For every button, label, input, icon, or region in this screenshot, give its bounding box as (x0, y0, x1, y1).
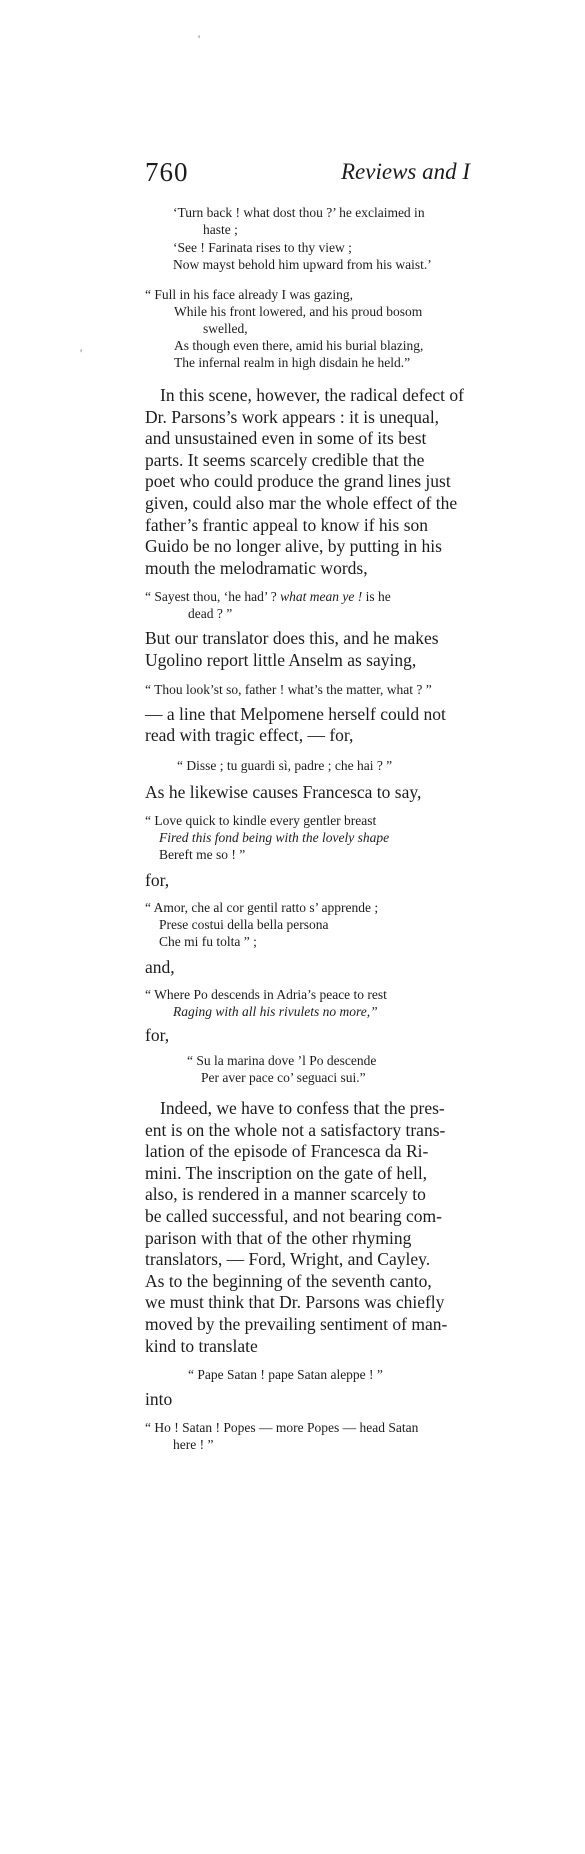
text-line: Dr. Parsons’s work appears : it is unequal, (145, 406, 440, 427)
text-line: read with tragic effect, — for, (145, 725, 354, 746)
verse-line: Per aver pace co’ seguaci sui.” (201, 1070, 366, 1086)
verse-line: Raging with all his rivulets no more,” (173, 1003, 378, 1019)
verse-line: haste ; (203, 222, 238, 237)
verse-line: “ Amor, che al cor gentil ratto s’ apprende ; (145, 899, 379, 915)
verse-line: “ Ho ! Satan ! Popes — more Popes — head Satan (145, 1419, 419, 1435)
text-line: mini. The inscription on the gate of hell, (145, 1162, 428, 1183)
verse-line: “ Love quick to kindle every gentler breast (145, 813, 377, 829)
verse-quote (145, 1419, 585, 1453)
stray-mark: ' (198, 32, 201, 46)
verse-line: Fired this fond being with the lovely shape (159, 830, 390, 846)
verse-line: “ Su la marina dove ’l Po descende (187, 1053, 377, 1069)
body-paragraph (145, 385, 585, 579)
verse-quote (145, 812, 585, 863)
body-paragraph (145, 1098, 585, 1357)
stray-mark: ' (80, 346, 83, 360)
text-line: parts. It seems scarcely credible that the (145, 449, 425, 470)
text-line: we must think that Dr. Parsons was chiefly (145, 1292, 445, 1313)
verse-line: The infernal realm in high disdain he held.” (174, 355, 411, 370)
body-paragraph (145, 1025, 585, 1047)
body-paragraph (145, 870, 585, 892)
verse-quote (145, 588, 585, 622)
verse-line: dead ? ” (188, 606, 233, 622)
text-line: moved by the prevailing sentiment of man- (145, 1314, 448, 1335)
verse-quote (145, 899, 585, 950)
text-line: poet who could produce the grand lines just (145, 471, 451, 492)
text-line: Indeed, we have to confess that the pres- (160, 1098, 445, 1119)
verse-quote (173, 204, 585, 273)
quote-text: is he (362, 589, 391, 605)
verse-line: ‘Turn back ! what dost thou ?’ he exclaimed in (173, 205, 425, 220)
page-header (145, 157, 585, 188)
verse-line: Now mayst behold him upward from his waist.’ (173, 257, 432, 272)
text-line: lation of the episode of Francesca da Ri- (145, 1141, 429, 1162)
text-line: also, is rendered in a manner scarcely to (145, 1184, 426, 1205)
verse-line: While his front lowered, and his proud bosom (174, 304, 423, 319)
verse-line: “ Full in his face already I was gazing, (145, 287, 354, 302)
text-line: for, (145, 870, 170, 891)
page-body (145, 204, 585, 1453)
verse-line: As though even there, amid his burial blazing, (174, 338, 424, 353)
body-paragraph (145, 704, 585, 747)
text-line: As he likewise causes Francesca to say, (145, 781, 422, 802)
verse-line: “ Thou look’st so, father ! what’s the matter, what ? ” (145, 681, 432, 697)
text-line: In this scene, however, the radical defect of (160, 385, 464, 405)
verse-line: here ! ” (173, 1436, 214, 1452)
body-paragraph (145, 1389, 585, 1411)
body-paragraph (145, 957, 585, 979)
text-line: into (145, 1389, 173, 1410)
verse-quote (145, 681, 585, 698)
verse-line: “ Pape Satan ! pape Satan aleppe ! ” (188, 1367, 383, 1383)
verse-line: Che mi fu tolta ” ; (159, 933, 257, 949)
verse-line: “ Disse ; tu guardi sì, padre ; che hai ? ” (177, 757, 393, 773)
text-line: mouth the melodramatic words, (145, 557, 368, 578)
text-line: But our translator does this, and he makes (145, 628, 439, 649)
verse-quote (145, 757, 585, 774)
text-line: be called successful, and not bearing com- (145, 1206, 442, 1227)
verse-line: Bereft me so ! ” (159, 847, 246, 863)
text-line: and unsustained even in some of its best (145, 428, 427, 449)
text-line: and, (145, 956, 175, 977)
text-line: Guido be no longer alive, by putting in his (145, 536, 442, 557)
verse-line: Prese costui della bella persona (159, 916, 329, 932)
text-line: — a line that Melpomene herself could not (145, 703, 446, 724)
text-line: for, (145, 1024, 170, 1045)
quote-emphasis: what mean ye ! (280, 589, 363, 605)
text-line: given, could also mar the whole effect of the (145, 492, 458, 513)
quote-text: “ Sayest thou, ‘he had’ ? (145, 589, 281, 605)
text-line: As to the beginning of the seventh canto, (145, 1270, 432, 1291)
text-line: kind to translate (145, 1335, 258, 1356)
running-title: Reviews and I (341, 159, 471, 184)
body-paragraph (145, 628, 585, 671)
verse-quote (145, 986, 585, 1020)
text-line: Ugolino report little Anselm as saying, (145, 649, 417, 670)
body-paragraph (145, 782, 585, 804)
verse-line: ‘See ! Farinata rises to thy view ; (173, 240, 352, 255)
verse-quote (187, 1052, 585, 1086)
text-line: ent is on the whole not a satisfactory trans- (145, 1119, 446, 1140)
verse-quote (145, 286, 585, 371)
text-line: father’s frantic appeal to know if his son (145, 514, 428, 535)
page-number: 760 (145, 157, 189, 187)
verse-quote (145, 1366, 585, 1383)
verse-line (145, 588, 585, 605)
text-line: parison with that of the other rhyming (145, 1227, 412, 1248)
text-line: translators, — Ford, Wright, and Cayley. (145, 1249, 431, 1270)
verse-line: “ Where Po descends in Adria’s peace to rest (145, 986, 387, 1002)
verse-line: swelled, (203, 321, 248, 336)
